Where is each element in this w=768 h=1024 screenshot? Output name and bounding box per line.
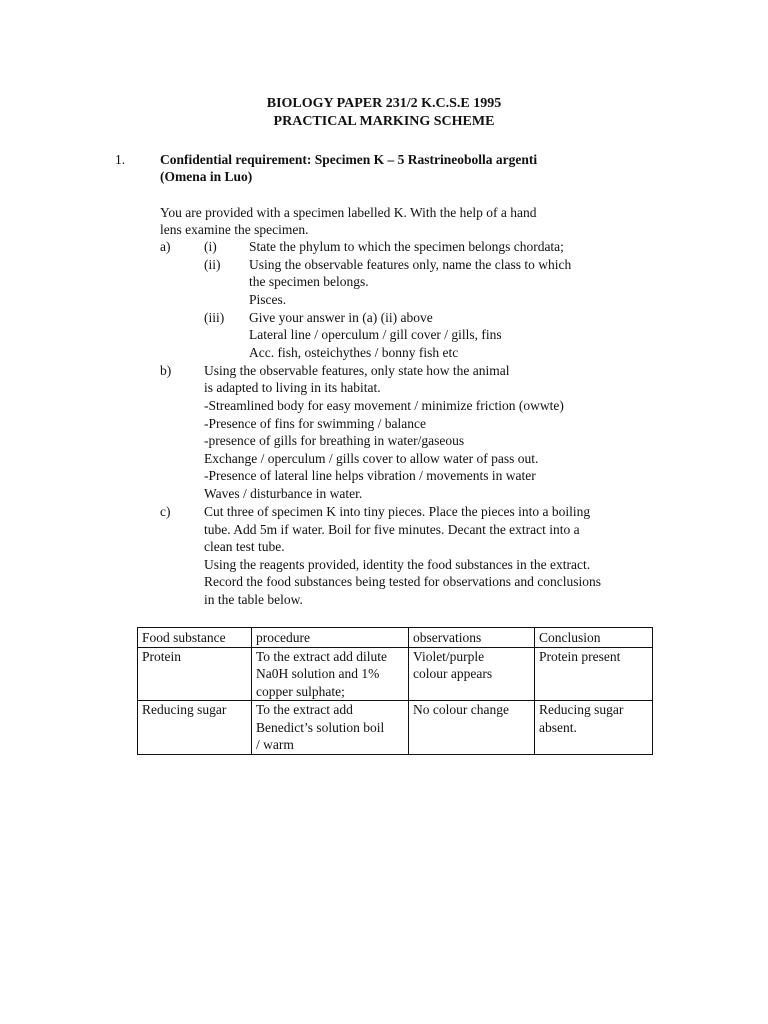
part-a-label: a) <box>160 239 171 254</box>
cell-procedure: To the extract add dilute Na0H solution and 1% copper sulphate; <box>252 647 409 701</box>
part-a-iii-answer: Lateral line / operculum / gill cover / gills, fins <box>249 327 502 342</box>
part-c-label: c) <box>160 504 171 519</box>
document-title: BIOLOGY PAPER 231/2 K.C.S.E 1995 <box>266 96 502 111</box>
header-conclusion: Conclusion <box>535 628 653 648</box>
food-test-table <box>137 627 653 755</box>
document-subtitle: PRACTICAL MARKING SCHEME <box>273 114 495 129</box>
part-a-iii-answer-cont: Acc. fish, osteichythes / bonny fish etc <box>249 345 459 360</box>
confidential-requirement-cont: (Omena in Luo) <box>160 169 253 184</box>
part-c-line: tube. Add 5m if water. Boil for five minutes. Decant the extract into a <box>204 522 580 537</box>
cell-conclusion: Reducing sugar absent. <box>535 701 653 755</box>
table-row <box>138 701 653 755</box>
question-number: 1. <box>115 152 126 167</box>
part-a-i-label: (i) <box>204 239 217 254</box>
header-food-substance: Food substance <box>138 628 252 648</box>
part-b-line: -Presence of lateral line helps vibration / movements in water <box>204 468 536 483</box>
intro-text: You are provided with a specimen labelled K. With the help of a hand <box>160 205 537 220</box>
part-a-ii-text: Using the observable features only, name the class to which <box>249 257 572 272</box>
part-b-line: is adapted to living in its habitat. <box>204 380 381 395</box>
part-a-i-text: State the phylum to which the specimen belongs chordata; <box>249 239 564 254</box>
part-b-line: -Streamlined body for easy movement / minimize friction (owwte) <box>204 398 564 413</box>
part-b-line: Using the observable features, only state how the animal <box>204 363 510 378</box>
header-observations: observations <box>409 628 535 648</box>
table-header-row <box>138 628 653 648</box>
cell-food-substance: Protein <box>138 647 252 701</box>
cell-observations: Violet/purple colour appears <box>409 647 535 701</box>
part-b-line: Exchange / operculum / gills cover to allow water of pass out. <box>204 451 539 466</box>
part-c-line: Using the reagents provided, identity the food substances in the extract. <box>204 557 591 572</box>
cell-food-substance: Reducing sugar <box>138 701 252 755</box>
part-c-line: Cut three of specimen K into tiny pieces. Place the pieces into a boiling <box>204 504 591 519</box>
cell-conclusion: Protein present <box>535 647 653 701</box>
part-a-ii-answer: Pisces. <box>249 292 287 307</box>
intro-text-cont: lens examine the specimen. <box>160 222 309 237</box>
part-b-line: -Presence of fins for swimming / balance <box>204 416 426 431</box>
part-c-line: Record the food substances being tested for observations and conclusions <box>204 574 602 589</box>
part-a-ii-label: (ii) <box>204 257 221 272</box>
part-a-ii-text-cont: the specimen belongs. <box>249 274 369 289</box>
cell-procedure: To the extract add Benedict’s solution boil / warm <box>252 701 409 755</box>
part-c-line: clean test tube. <box>204 539 285 554</box>
part-b-label: b) <box>160 363 172 378</box>
part-a-iii-text: Give your answer in (a) (ii) above <box>249 310 433 325</box>
table-row <box>138 647 653 701</box>
part-b-line: Waves / disturbance in water. <box>204 486 363 501</box>
part-b-line: -presence of gills for breathing in water/gaseous <box>204 433 465 448</box>
part-c-line: in the table below. <box>204 592 303 607</box>
header-procedure: procedure <box>252 628 409 648</box>
confidential-requirement: Confidential requirement: Specimen K – 5 Rastrineobolla argenti <box>160 152 538 167</box>
part-a-iii-label: (iii) <box>204 310 225 325</box>
cell-observations: No colour change <box>409 701 535 755</box>
